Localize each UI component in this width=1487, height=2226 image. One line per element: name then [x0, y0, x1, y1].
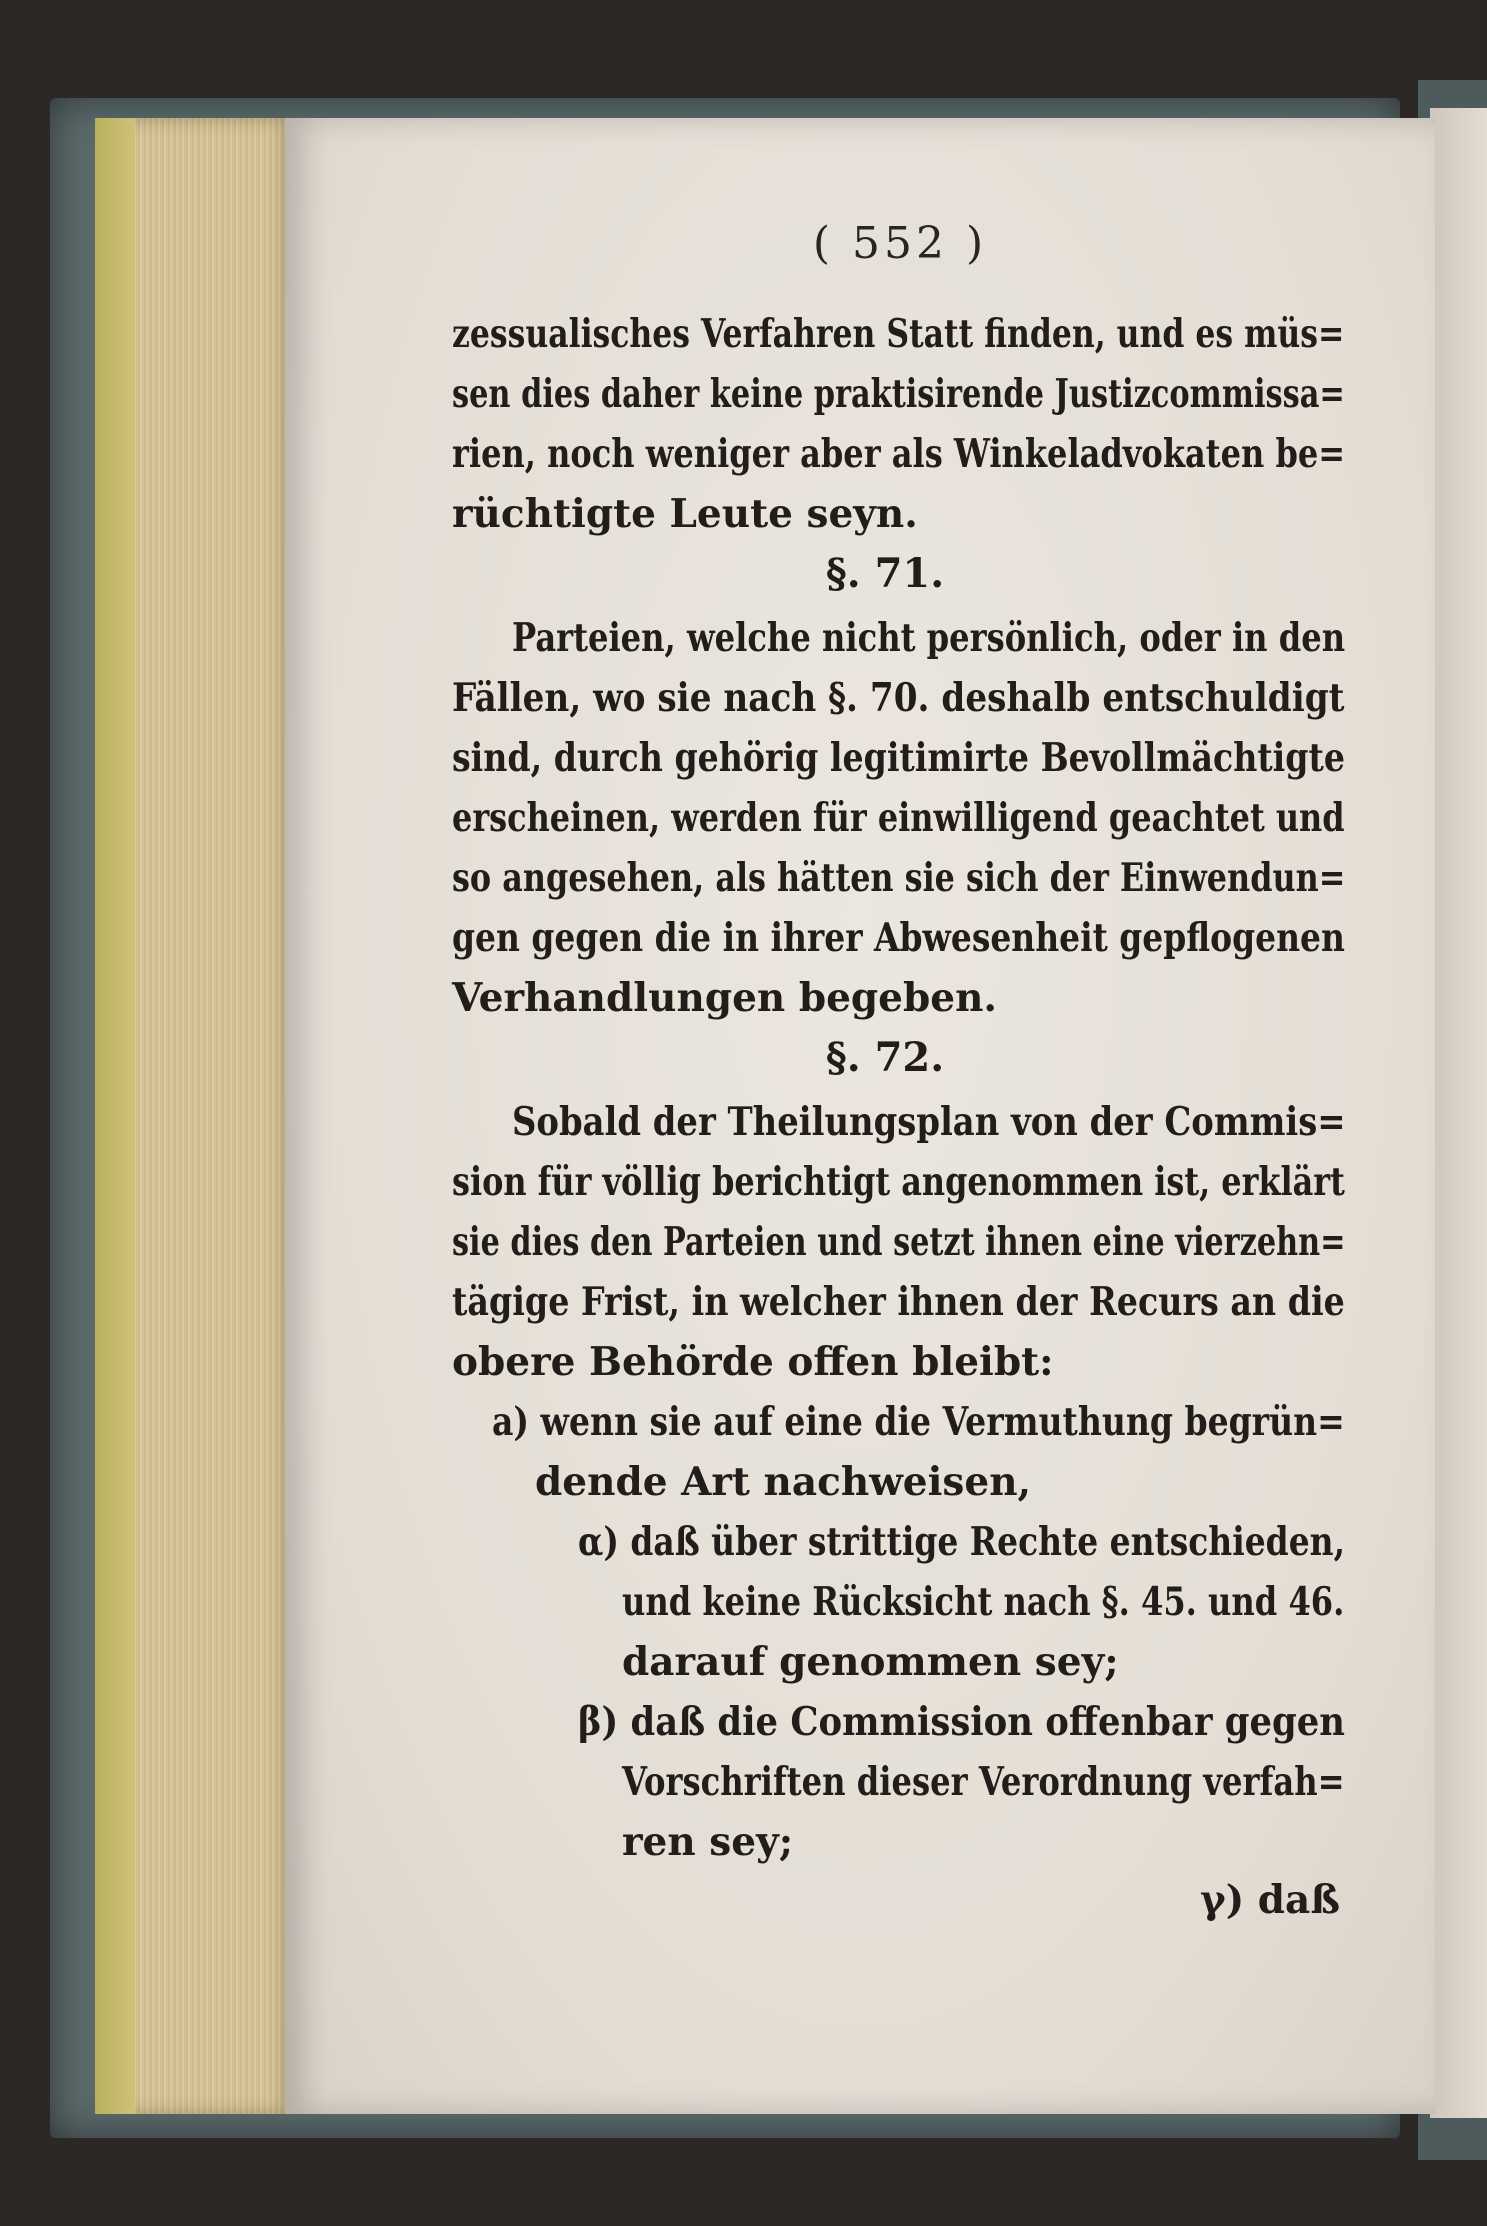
text-line: tägige Frist, in welcher ihnen der Recurs an die: [452, 1279, 1345, 1325]
text-line: Fällen, wo sie nach §. 70. deshalb entschuldigt: [452, 675, 1345, 721]
text-line: Verhandlungen begeben.: [452, 975, 998, 1021]
catchword: γ) daß: [1200, 1877, 1340, 1923]
gilt-edge: [95, 118, 135, 2114]
text-line: sen dies daher keine praktisirende Justizcommissa=: [452, 371, 1345, 417]
text-line: rien, noch weniger aber als Winkeladvokaten be=: [452, 431, 1346, 477]
page-number: ( 552 ): [812, 218, 988, 269]
text-line: obere Behörde offen bleibt:: [452, 1339, 1054, 1385]
facing-page-edge: [1430, 108, 1487, 2118]
text-line: zessualisches Verfahren Statt finden, und es müs=: [452, 311, 1345, 357]
text-line: gen gegen die in ihrer Abwesenheit gepflogenen: [452, 915, 1345, 961]
text-line: Sobald der Theilungsplan von der Commis=: [512, 1099, 1346, 1145]
list-item-alpha-cont: und keine Rücksicht nach §. 45. und 46.: [622, 1579, 1345, 1625]
text-line: Parteien, welche nicht persönlich, oder in den: [512, 615, 1346, 661]
text-line: rüchtigte Leute seyn.: [452, 491, 918, 537]
section-heading-72: §. 72.: [825, 1034, 945, 1081]
list-item-beta-cont: Vorschriften dieser Verordnung verfah=: [622, 1759, 1345, 1805]
list-item-beta: β) daß die Commission offenbar gegen: [578, 1699, 1345, 1745]
section-heading-71: §. 71.: [825, 550, 945, 597]
text-line: sie dies den Parteien und setzt ihnen eine vierzehn=: [452, 1219, 1346, 1265]
list-item-beta-cont: ren sey;: [622, 1819, 794, 1865]
text-line: so angesehen, als hätten sie sich der Einwendun=: [452, 855, 1346, 901]
list-item-a: a) wenn sie auf eine die Vermuthung begrün=: [492, 1399, 1345, 1445]
list-item-alpha: α) daß über strittige Rechte entschieden,: [578, 1519, 1346, 1565]
text-line: erscheinen, werden für einwilligend geachtet und: [452, 795, 1345, 841]
text-line: sind, durch gehörig legitimirte Bevollmächtigte: [452, 735, 1345, 781]
list-item-a-cont: dende Art nachweisen,: [535, 1459, 1032, 1505]
list-item-alpha-cont: darauf genommen sey;: [622, 1639, 1119, 1685]
text-line: sion für völlig berichtigt angenommen ist, erklärt: [452, 1159, 1345, 1205]
